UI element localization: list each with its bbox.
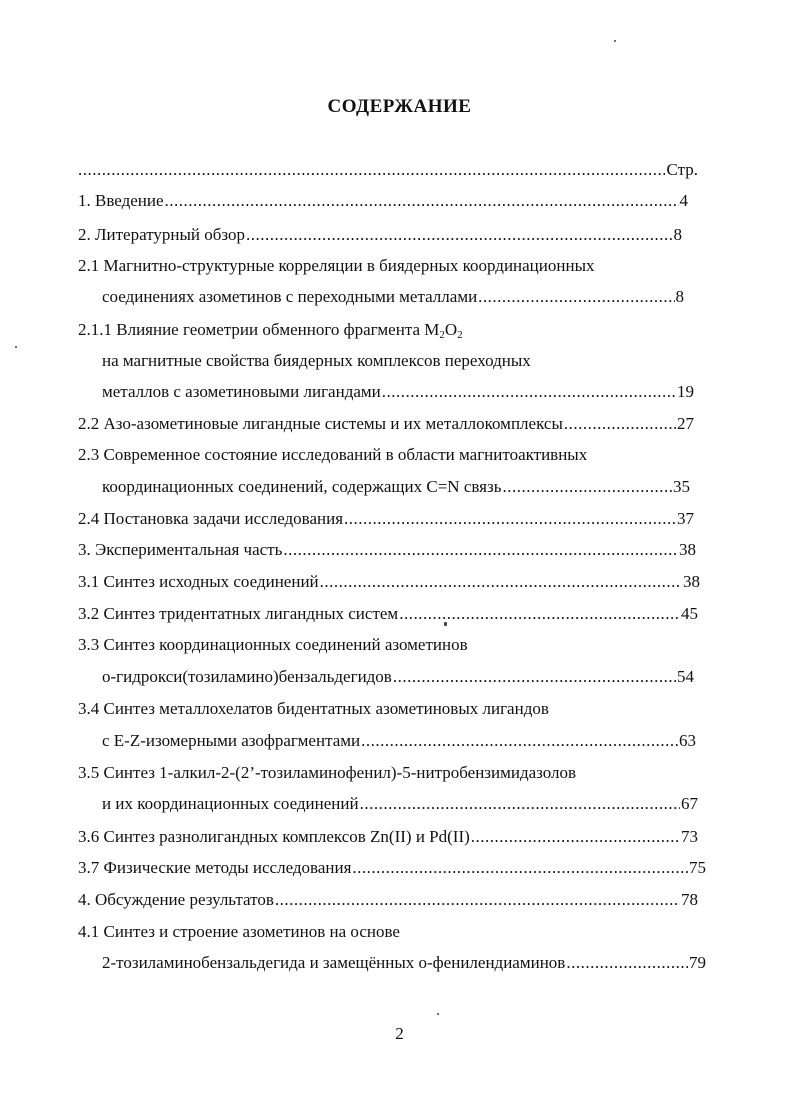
toc-entry-line: на магнитные свойства биядерных комплексов переходных xyxy=(102,351,531,370)
toc-entry-page: 19 xyxy=(677,382,694,401)
toc-entry-text: 3. Экспериментальная часть xyxy=(78,540,283,559)
leader-dots xyxy=(283,539,678,561)
toc-entry xyxy=(78,539,696,561)
leader-dots xyxy=(566,952,688,974)
toc-entry-page: 37 xyxy=(677,509,694,528)
page-number: 2 xyxy=(395,1024,404,1043)
scan-speck xyxy=(444,622,447,626)
leader-dots xyxy=(275,889,680,911)
toc-entry xyxy=(102,952,706,974)
toc-entry xyxy=(102,666,694,688)
toc-entry xyxy=(102,476,690,498)
toc-entry-text: 2. Литературный обзор xyxy=(78,225,246,244)
toc-entry xyxy=(78,603,698,625)
toc-entry-page: 38 xyxy=(679,540,696,559)
subscript: 2 xyxy=(439,329,445,341)
leader-dots xyxy=(382,381,676,403)
toc-entry xyxy=(102,286,684,308)
toc-entry xyxy=(102,381,694,403)
toc-entry-text: 2.2 Азо-азометиновые лигандные системы и их металлокомплексы xyxy=(78,414,563,433)
toc-entry xyxy=(78,857,706,879)
leader-dots xyxy=(478,286,674,308)
leader-dots xyxy=(360,793,680,815)
toc-entry-page: 8 xyxy=(673,225,682,244)
toc-entry-line: 3.5 Синтез 1-алкил-2-(2’-тозиламинофенил)-5-нитробензимидазолов xyxy=(78,763,577,782)
toc-entry-text: металлов с азометиновыми лигандами xyxy=(102,382,381,401)
toc-entry xyxy=(78,224,682,246)
toc-entry xyxy=(78,571,700,593)
toc-entry xyxy=(78,508,694,530)
toc-entry-text: O xyxy=(444,320,458,339)
toc-entry-line: 2.1 Магнитно-структурные корреляции в биядерных координационных xyxy=(78,256,595,275)
toc-entry-page: 67 xyxy=(681,794,698,813)
leader-dots xyxy=(352,857,688,879)
leader-dots xyxy=(320,571,682,593)
leader-dots xyxy=(399,603,680,625)
toc-entry-text: и их координационных соединений xyxy=(102,794,359,813)
toc-entry-text: 2.4 Постановка задачи исследования xyxy=(78,509,344,528)
leader-dots xyxy=(393,666,676,688)
leader-dots xyxy=(471,826,680,848)
toc-entry-page: 27 xyxy=(677,414,694,433)
toc-header xyxy=(78,159,698,181)
toc-entry-text: 4. Обсуждение результатов xyxy=(78,890,274,909)
toc-entry-page: 4 xyxy=(679,191,688,210)
toc-entry-text: 2-тозиламинобензальдегида и замещённых о-фенилендиаминов xyxy=(102,953,566,972)
toc-entry xyxy=(78,413,694,435)
scan-speck xyxy=(437,1013,439,1015)
toc-entry-text: 3.2 Синтез тридентатных лигандных систем xyxy=(78,604,399,623)
scan-speck xyxy=(614,40,616,42)
toc-entry xyxy=(78,190,688,212)
toc-entry-text: о-гидрокси(тозиламино)бензальдегидов xyxy=(102,667,392,686)
leader-dots xyxy=(246,224,672,246)
toc-entry-text: соединениях азометинов с переходными металлами xyxy=(102,287,478,306)
toc-entry-text: 3.6 Синтез разнолигандных комплексов Zn(II) и Pd(II) xyxy=(78,827,470,846)
leader-dots xyxy=(78,159,665,181)
leader-dots xyxy=(502,476,672,498)
toc-entry xyxy=(78,826,698,848)
toc-entry-text: с E-Z-изомерными азофрагментами xyxy=(102,731,361,750)
toc-entry-line: 2.3 Современное состояние исследований в области магнитоактивных xyxy=(78,445,588,464)
toc-entry-page: 78 xyxy=(681,890,698,909)
toc-entry-page: 63 xyxy=(679,731,696,750)
toc-entry-page: 35 xyxy=(673,477,690,496)
toc-entry xyxy=(78,889,698,911)
toc-entry-text: 3.1 Синтез исходных соединений xyxy=(78,572,319,591)
leader-dots xyxy=(564,413,676,435)
toc-entry-text: 3.7 Физические методы исследования xyxy=(78,858,352,877)
subscript: 2 xyxy=(457,329,463,341)
toc-entry-line xyxy=(78,319,463,341)
toc-entry-line: 3.3 Синтез координационных соединений азометинов xyxy=(78,635,468,654)
toc-entry-page: 79 xyxy=(689,953,706,972)
toc-entry xyxy=(102,730,696,752)
toc-entry-page: 45 xyxy=(681,604,698,623)
toc-entry-text: 1. Введение xyxy=(78,191,164,210)
leader-dots xyxy=(165,190,679,212)
toc-header-page-label: Стр. xyxy=(666,160,698,179)
toc-entry xyxy=(102,793,698,815)
scan-speck xyxy=(15,346,17,348)
toc-entry-line: 4.1 Синтез и строение азометинов на основе xyxy=(78,922,400,941)
toc-entry-text: 2.1.1 Влияние геометрии обменного фрагмента M xyxy=(78,320,440,339)
toc-entry-page: 8 xyxy=(675,287,684,306)
toc-entry-line: 3.4 Синтез металлохелатов бидентатных азометиновых лигандов xyxy=(78,699,549,718)
leader-dots xyxy=(361,730,678,752)
toc-entry-page: 38 xyxy=(683,572,700,591)
toc-entry-page: 75 xyxy=(689,858,706,877)
toc-entry-text: координационных соединений, содержащих C=N связь xyxy=(102,477,502,496)
leader-dots xyxy=(344,508,676,530)
page-title: СОДЕРЖАНИЕ xyxy=(327,96,472,117)
toc-entry-page: 54 xyxy=(677,667,694,686)
toc-entry-page: 73 xyxy=(681,827,698,846)
